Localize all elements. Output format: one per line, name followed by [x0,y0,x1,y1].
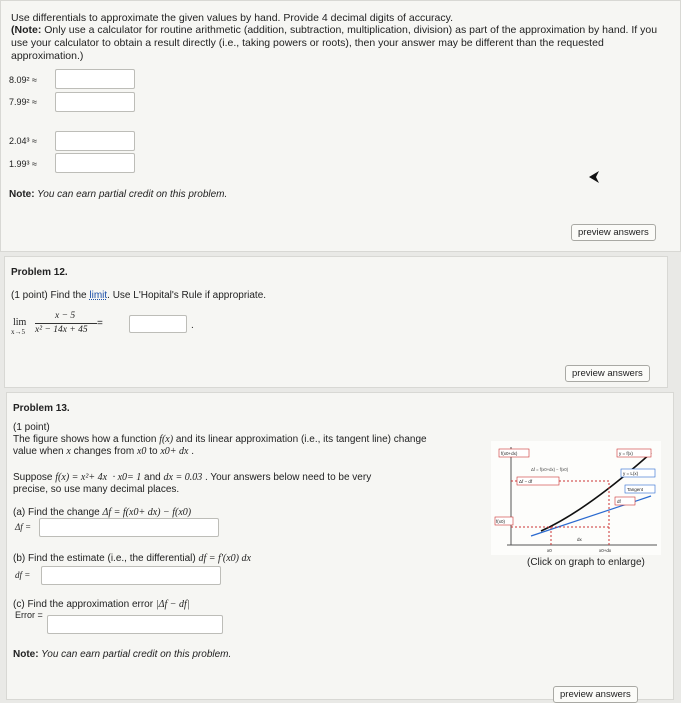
problem-13-line1 [13,434,483,446]
graph-label-top-right: y = f(x) [619,451,633,456]
answers-note: . Your answers below need to be very [202,472,372,483]
part-a-formula: Δf = f(x0+ dx) − f(x0) [102,507,192,518]
df-var: df = [15,570,31,580]
problem-13-points: (1 point) [13,422,50,433]
x-symbol: x [66,446,71,457]
part-c-formula: |Δf − df| [155,599,190,610]
note-lead: (Note: [11,24,42,36]
problem-12-title: Problem 12. [11,267,68,278]
limit-period: . [191,320,194,331]
preview-answers-button-13[interactable]: preview answers [553,686,638,703]
note-body: Only use a calculator for routine arithmetic (addition, subtraction, multiplication, division) as part of the approximation by hand. If you use your calculator to obtain a result directly (i.e., taking powers or roots), then your answer may be different than the requested approximation.) [11,24,658,62]
fraction-bar [35,323,97,324]
part-b-label [13,553,251,565]
instructions: Use differentials to approximate the given values by hand. Provide 4 decimal digits of accuracy. [11,12,454,24]
fx-symbol: f(x) [159,434,174,445]
calculator-note [11,24,671,63]
answer-input-7-99[interactable] [55,92,135,112]
problem-13-line2 [13,446,483,458]
delta-f-var: Δf = [15,522,32,532]
part-b-text: (b) Find the estimate (i.e., the differential) [13,553,199,564]
partial-credit-text: You can earn partial credit on this problem. [34,189,228,200]
graph-label-x0dx: x0+dx [599,548,612,553]
partial-credit-label-13: Note: [13,649,39,660]
suppose-word: Suppose [13,472,56,483]
linear-approximation-graph[interactable] [491,441,661,555]
limit-equals: = [97,318,103,329]
answer-input-2-04[interactable] [55,131,135,151]
line2-b: changes from [70,446,137,457]
delta-f-input[interactable] [39,518,219,537]
part-b-formula: df = f'(x0) dx [198,553,251,564]
graph-label-dx: dx [577,537,582,542]
line2-c: to [146,446,161,457]
part-c-text: (c) Find the approximation error [13,599,156,610]
partial-credit-note-13 [13,649,231,661]
graph-label-tangent: Tangent [627,487,644,492]
lim-word: lim [13,317,27,328]
error-input[interactable] [47,615,223,634]
graph-label-df: Δf − df [519,479,533,484]
line2-a: value when [13,446,67,457]
item-label-7-99: 7.99² ≈ [9,97,37,107]
x0dx-symbol: x0+ dx [160,446,189,457]
item-label-1-99: 1.99³ ≈ [9,159,37,169]
error-var: Error = [15,610,43,620]
part-a-text: (a) Find the change [13,507,103,518]
limit-answer-input[interactable] [129,315,187,333]
limit-link[interactable]: limit [89,290,108,301]
dx-value: dx = 0.03 [163,472,203,483]
fraction-numerator: x − 5 [55,311,76,321]
graph-label-x0: x0 [547,548,552,553]
suppose-line [13,472,483,484]
graph-label-df2: df [617,499,621,504]
item-label-2-04: 2.04³ ≈ [9,136,37,146]
graph-label-fx0: f(x0) [496,519,505,524]
partial-credit-text-13: You can earn partial credit on this problem. [38,649,232,660]
lim-subscript: x→5 [11,328,25,336]
partial-credit-note [9,189,227,201]
problem-13-title: Problem 13. [13,403,70,414]
line2-d: . [188,446,195,457]
x0-symbol: x0 [136,446,147,457]
problem-13-panel [6,392,674,700]
limit-expression [11,311,111,341]
problem-11-panel [0,0,681,252]
graph-label-line: y = L(x) [623,471,639,476]
line1-end: and its linear approximation (i.e., its tangent line) change [173,434,427,445]
graph-label-mid: Δf = f(x0+dx) − f(x0) [531,467,569,472]
precise-line: precise, so use many decimal places. [13,484,180,495]
problem-12-panel [4,256,668,388]
partial-credit-label: Note: [9,189,35,200]
and-word: and [141,472,164,483]
x0-value: · x0= 1 [112,472,142,483]
preview-answers-button[interactable]: preview answers [571,224,656,241]
graph-caption: (Click on graph to enlarge) [527,557,645,568]
fraction-denominator: x² − 14x + 45 [35,325,88,335]
mouse-cursor-icon [587,169,601,185]
answer-input-1-99[interactable] [55,153,135,173]
item-label-8-09: 8.09² ≈ [9,75,37,85]
df-input[interactable] [41,566,221,585]
answer-input-8-09[interactable] [55,69,135,89]
function-definition: f(x) = x²+ 4x [55,472,108,483]
problem-12-prompt [11,290,266,302]
preview-answers-button-12[interactable]: preview answers [565,365,650,382]
problem-12-points: (1 point) Find the [11,290,90,301]
line1-start: The figure shows how a function [13,434,160,445]
problem-12-instruction: . Use L'Hopital's Rule if appropriate. [107,290,267,301]
graph-label-top-left: f(x0+dx) [501,451,518,456]
